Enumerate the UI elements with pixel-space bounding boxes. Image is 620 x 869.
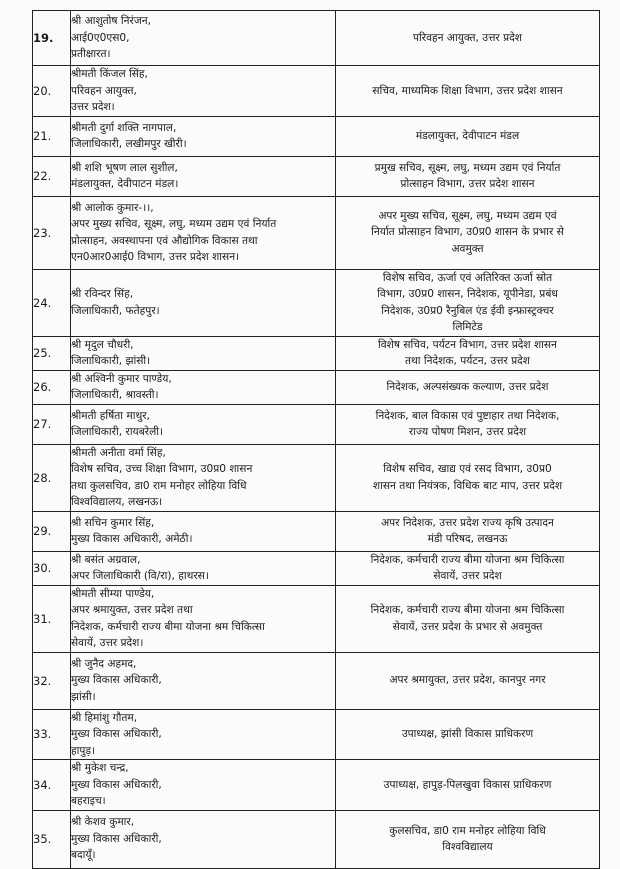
posting-line: अपर निदेशक, उत्तर प्रदेश राज्य कृषि उत्पादन xyxy=(381,516,554,529)
serial-number: 19. xyxy=(33,11,71,66)
officer-name-current-post xyxy=(71,551,336,585)
officer-line: मुख्य विकास अधिकारी, xyxy=(71,778,162,791)
table-row xyxy=(33,404,600,444)
officer-line: श्री अश्विनी कुमार पाण्डेय, xyxy=(71,372,172,385)
officer-name-current-post xyxy=(71,404,336,444)
officer-line: एन0आर0आई0 विभाग, उत्तर प्रदेश शासन। xyxy=(71,251,240,263)
officer-line: अपर जिलाधिकारी (वि/रा), हाथरस। xyxy=(71,570,209,582)
officer-line: प्रोत्साहन, अवस्थापना एवं औद्योगिक विकास तथा xyxy=(71,234,258,247)
serial-number: 26. xyxy=(33,370,71,404)
posting-line: निर्यात प्रोत्साहन विभाग, उ0प्र0 शासन के प्रभार से xyxy=(371,226,564,239)
new-posting xyxy=(336,116,600,156)
officer-line: अपर श्रमायुक्त, उत्तर प्रदेश तथा xyxy=(71,604,193,616)
officer-line: मुख्य विकास अधिकारी, xyxy=(71,832,162,845)
officer-line: आई0ए0एस0, xyxy=(71,31,130,44)
posting-line: तथा निदेशक, पर्यटन, उत्तर प्रदेश xyxy=(404,355,531,367)
serial-number: 35. xyxy=(33,810,71,868)
posting-line: परिवहन आयुक्त, उत्तर प्रदेश xyxy=(413,31,522,44)
officer-line: बहराइच। xyxy=(71,795,106,807)
officer-line: निदेशक, कर्मचारी राज्य बीमा योजना श्रम चिकित्सा xyxy=(71,620,265,633)
officer-line: बदायूँ। xyxy=(71,849,96,862)
officer-line: श्री रविन्दर सिंह, xyxy=(71,288,134,300)
officer-line: विशेष सचिव, उच्च शिक्षा विभाग, उ0प्र0 शासन xyxy=(71,463,253,475)
officer-line: मुख्य विकास अधिकारी, अमेठी। xyxy=(71,533,193,545)
serial-number: 34. xyxy=(33,760,71,811)
posting-line: शासन तथा नियंत्रक, विधिक बाट माप, उत्तर प्रदेश xyxy=(372,479,563,492)
new-posting xyxy=(336,196,600,269)
posting-line: मंडी परिषद, लखनऊ xyxy=(427,533,508,545)
officer-name-current-post xyxy=(71,156,336,196)
table-row xyxy=(33,652,600,709)
posting-line: निदेशक, अल्पसंख्यक कल्याण, उत्तर प्रदेश xyxy=(386,380,549,393)
new-posting xyxy=(336,404,600,444)
new-posting xyxy=(336,444,600,511)
posting-line: सेवायें, उत्तर प्रदेश के प्रभार से अवमुक्त xyxy=(392,620,543,633)
officer-name-current-post xyxy=(71,585,336,652)
officer-line: श्रीमती किंजल सिंह, xyxy=(71,68,148,80)
officer-name-current-post xyxy=(71,66,336,117)
officer-name-current-post xyxy=(71,11,336,66)
new-posting xyxy=(336,760,600,811)
officer-line: श्रीमती दुर्गा शक्ति नागपाल, xyxy=(71,121,177,134)
posting-line: उपाध्यक्ष, झांसी विकास प्राधिकरण xyxy=(401,728,534,740)
posting-line: निदेशक, कर्मचारी राज्य बीमा योजना श्रम चिकित्सा xyxy=(370,553,565,566)
officer-line: श्री मृदुल चौधरी, xyxy=(71,338,134,351)
new-posting xyxy=(336,370,600,404)
posting-line: अवमुक्त xyxy=(451,242,484,255)
new-posting xyxy=(336,551,600,585)
posting-line: लिमिटेड xyxy=(452,321,483,333)
officer-line: श्री आशुतोष निरंजन, xyxy=(71,15,151,28)
posting-line: कुलसचिव, डा0 राम मनोहर लोहिया विधि xyxy=(389,824,546,837)
officer-name-current-post xyxy=(71,116,336,156)
serial-number: 33. xyxy=(33,709,71,760)
officer-line: जिलाधिकारी, झांसी। xyxy=(71,355,151,367)
posting-line: राज्य पोषण मिशन, उत्तर प्रदेश xyxy=(408,426,527,438)
table-row xyxy=(33,336,600,370)
posting-line: निदेशक, कर्मचारी राज्य बीमा योजना श्रम चिकित्सा xyxy=(370,604,565,616)
table-row xyxy=(33,810,600,868)
officer-name-current-post xyxy=(71,269,336,336)
posting-line: विश्वविद्यालय xyxy=(442,841,493,853)
table-row xyxy=(33,585,600,652)
officer-name-current-post xyxy=(71,709,336,760)
table-row xyxy=(33,709,600,760)
transfer-table-body xyxy=(33,11,600,869)
posting-line: विशेष सचिव, पर्यटन विभाग, उत्तर प्रदेश शासन xyxy=(378,338,557,351)
table-row xyxy=(33,370,600,404)
posting-line: विशेष सचिव, ऊर्जा एवं अतिरिक्त ऊर्जा स्रोत xyxy=(382,271,553,284)
serial-number: 31. xyxy=(33,585,71,652)
serial-number: 22. xyxy=(33,156,71,196)
serial-number: 28. xyxy=(33,444,71,511)
serial-number: 24. xyxy=(33,269,71,336)
officer-line: जिलाधिकारी, रायबरेली। xyxy=(71,426,164,438)
officer-line: श्री हिमांशु गौतम, xyxy=(71,711,138,724)
posting-line: सचिव, माध्यमिक शिक्षा विभाग, उत्तर प्रदेश शासन xyxy=(372,84,563,97)
table-row xyxy=(33,269,600,336)
officer-line: मुख्य विकास अधिकारी, xyxy=(71,728,162,740)
officer-line: उत्तर प्रदेश। xyxy=(71,101,115,113)
posting-line: सेवायें, उत्तर प्रदेश xyxy=(433,570,502,582)
officer-line: परिवहन आयुक्त, xyxy=(71,84,137,97)
new-posting xyxy=(336,11,600,66)
transfer-table xyxy=(32,10,600,869)
officer-line: प्रतीक्षारत। xyxy=(71,48,111,61)
table-row xyxy=(33,66,600,117)
posting-line: अपर श्रमायुक्त, उत्तर प्रदेश, कानपुर नगर xyxy=(389,674,546,687)
officer-line: श्री केशव कुमार, xyxy=(71,816,135,829)
posting-line: प्रमुख सचिव, सूक्ष्म, लघु, मध्यम उद्यम एवं निर्यात xyxy=(374,161,561,174)
posting-line: निदेशक, बाल विकास एवं पुष्टाहार तथा निदेशक, xyxy=(375,409,560,422)
new-posting xyxy=(336,336,600,370)
officer-line: सेवायें, उत्तर प्रदेश। xyxy=(71,637,144,649)
serial-number: 32. xyxy=(33,652,71,709)
posting-line: अपर मुख्य सचिव, सूक्ष्म, लघु, मध्यम उद्यम एवं xyxy=(378,209,557,222)
serial-number: 25. xyxy=(33,336,71,370)
officer-line: श्रीमती सीम्या पाण्डेय, xyxy=(71,587,155,600)
serial-number: 23. xyxy=(33,196,71,269)
officer-line: मुख्य विकास अधिकारी, xyxy=(71,674,162,687)
officer-name-current-post xyxy=(71,444,336,511)
serial-number: 27. xyxy=(33,404,71,444)
officer-line: झांसी। xyxy=(71,690,96,703)
serial-number: 21. xyxy=(33,116,71,156)
table-row xyxy=(33,116,600,156)
officer-line: अपर मुख्य सचिव, सूक्ष्म, लघु, मध्यम उद्यम एवं निर्यात xyxy=(71,218,277,230)
officer-line: श्रीमती अनीता वर्मा सिंह, xyxy=(71,446,166,459)
table-row xyxy=(33,760,600,811)
new-posting xyxy=(336,156,600,196)
officer-line: मंडलायुक्त, देवीपाटन मंडल। xyxy=(71,178,179,190)
officer-line: तथा कुलसचिव, डा0 राम मनोहर लोहिया विधि xyxy=(71,479,247,492)
officer-line: जिलाधिकारी, लखीमपुर खीरी। xyxy=(71,138,187,150)
table-row xyxy=(33,11,600,66)
officer-name-current-post xyxy=(71,652,336,709)
serial-number: 30. xyxy=(33,551,71,585)
posting-line: विशेष सचिव, खाद्य एवं रसद विभाग, उ0प्र0 xyxy=(383,463,552,475)
officer-name-current-post xyxy=(71,760,336,811)
officer-name-current-post xyxy=(71,810,336,868)
table-row xyxy=(33,444,600,511)
officer-line: श्रीमती हर्षिता माथुर, xyxy=(71,409,150,422)
posting-line: निदेशक, उ0प्र0 रैनुबिल एंड ईवी इन्फ्रास्ट्रक्चर xyxy=(381,304,554,317)
serial-number: 29. xyxy=(33,511,71,551)
officer-line: श्री सचिन कुमार सिंह, xyxy=(71,516,155,529)
table-row xyxy=(33,156,600,196)
officer-name-current-post xyxy=(71,511,336,551)
table-row xyxy=(33,511,600,551)
officer-line: श्री आलोक कुमार-।।, xyxy=(71,201,154,214)
new-posting xyxy=(336,511,600,551)
officer-line: श्री मुकेश चन्द्र, xyxy=(71,762,129,774)
officer-line: जिलाधिकारी, श्रावस्ती। xyxy=(71,389,159,401)
officer-line: श्री जुनैद अहमद, xyxy=(71,657,137,670)
serial-number: 20. xyxy=(33,66,71,117)
officer-line: श्री बसंत अग्रवाल, xyxy=(71,553,141,566)
table-row xyxy=(33,196,600,269)
officer-line: जिलाधिकारी, फतेहपुर। xyxy=(71,304,160,317)
new-posting xyxy=(336,810,600,868)
officer-line: विश्वविद्यालय, लखनऊ। xyxy=(71,496,163,508)
officer-name-current-post xyxy=(71,336,336,370)
officer-name-current-post xyxy=(71,196,336,269)
table-row xyxy=(33,551,600,585)
officer-name-current-post xyxy=(71,370,336,404)
new-posting xyxy=(336,269,600,336)
new-posting xyxy=(336,652,600,709)
posting-line: उपाध्यक्ष, हापुड़-पिलखुवा विकास प्राधिकरण xyxy=(383,778,552,791)
new-posting xyxy=(336,66,600,117)
officer-line: श्री शशि भूषण लाल सुशील, xyxy=(71,161,178,174)
new-posting xyxy=(336,585,600,652)
officer-line: हापुड़। xyxy=(71,744,96,757)
posting-line: प्रोत्साहन विभाग, उत्तर प्रदेश शासन xyxy=(400,178,535,190)
posting-line: विभाग, उ0प्र0 शासन, निदेशक, यूपीनेडा, प्रबंध xyxy=(377,288,558,300)
new-posting xyxy=(336,709,600,760)
posting-line: मंडलायुक्त, देवीपाटन मंडल xyxy=(415,129,520,142)
